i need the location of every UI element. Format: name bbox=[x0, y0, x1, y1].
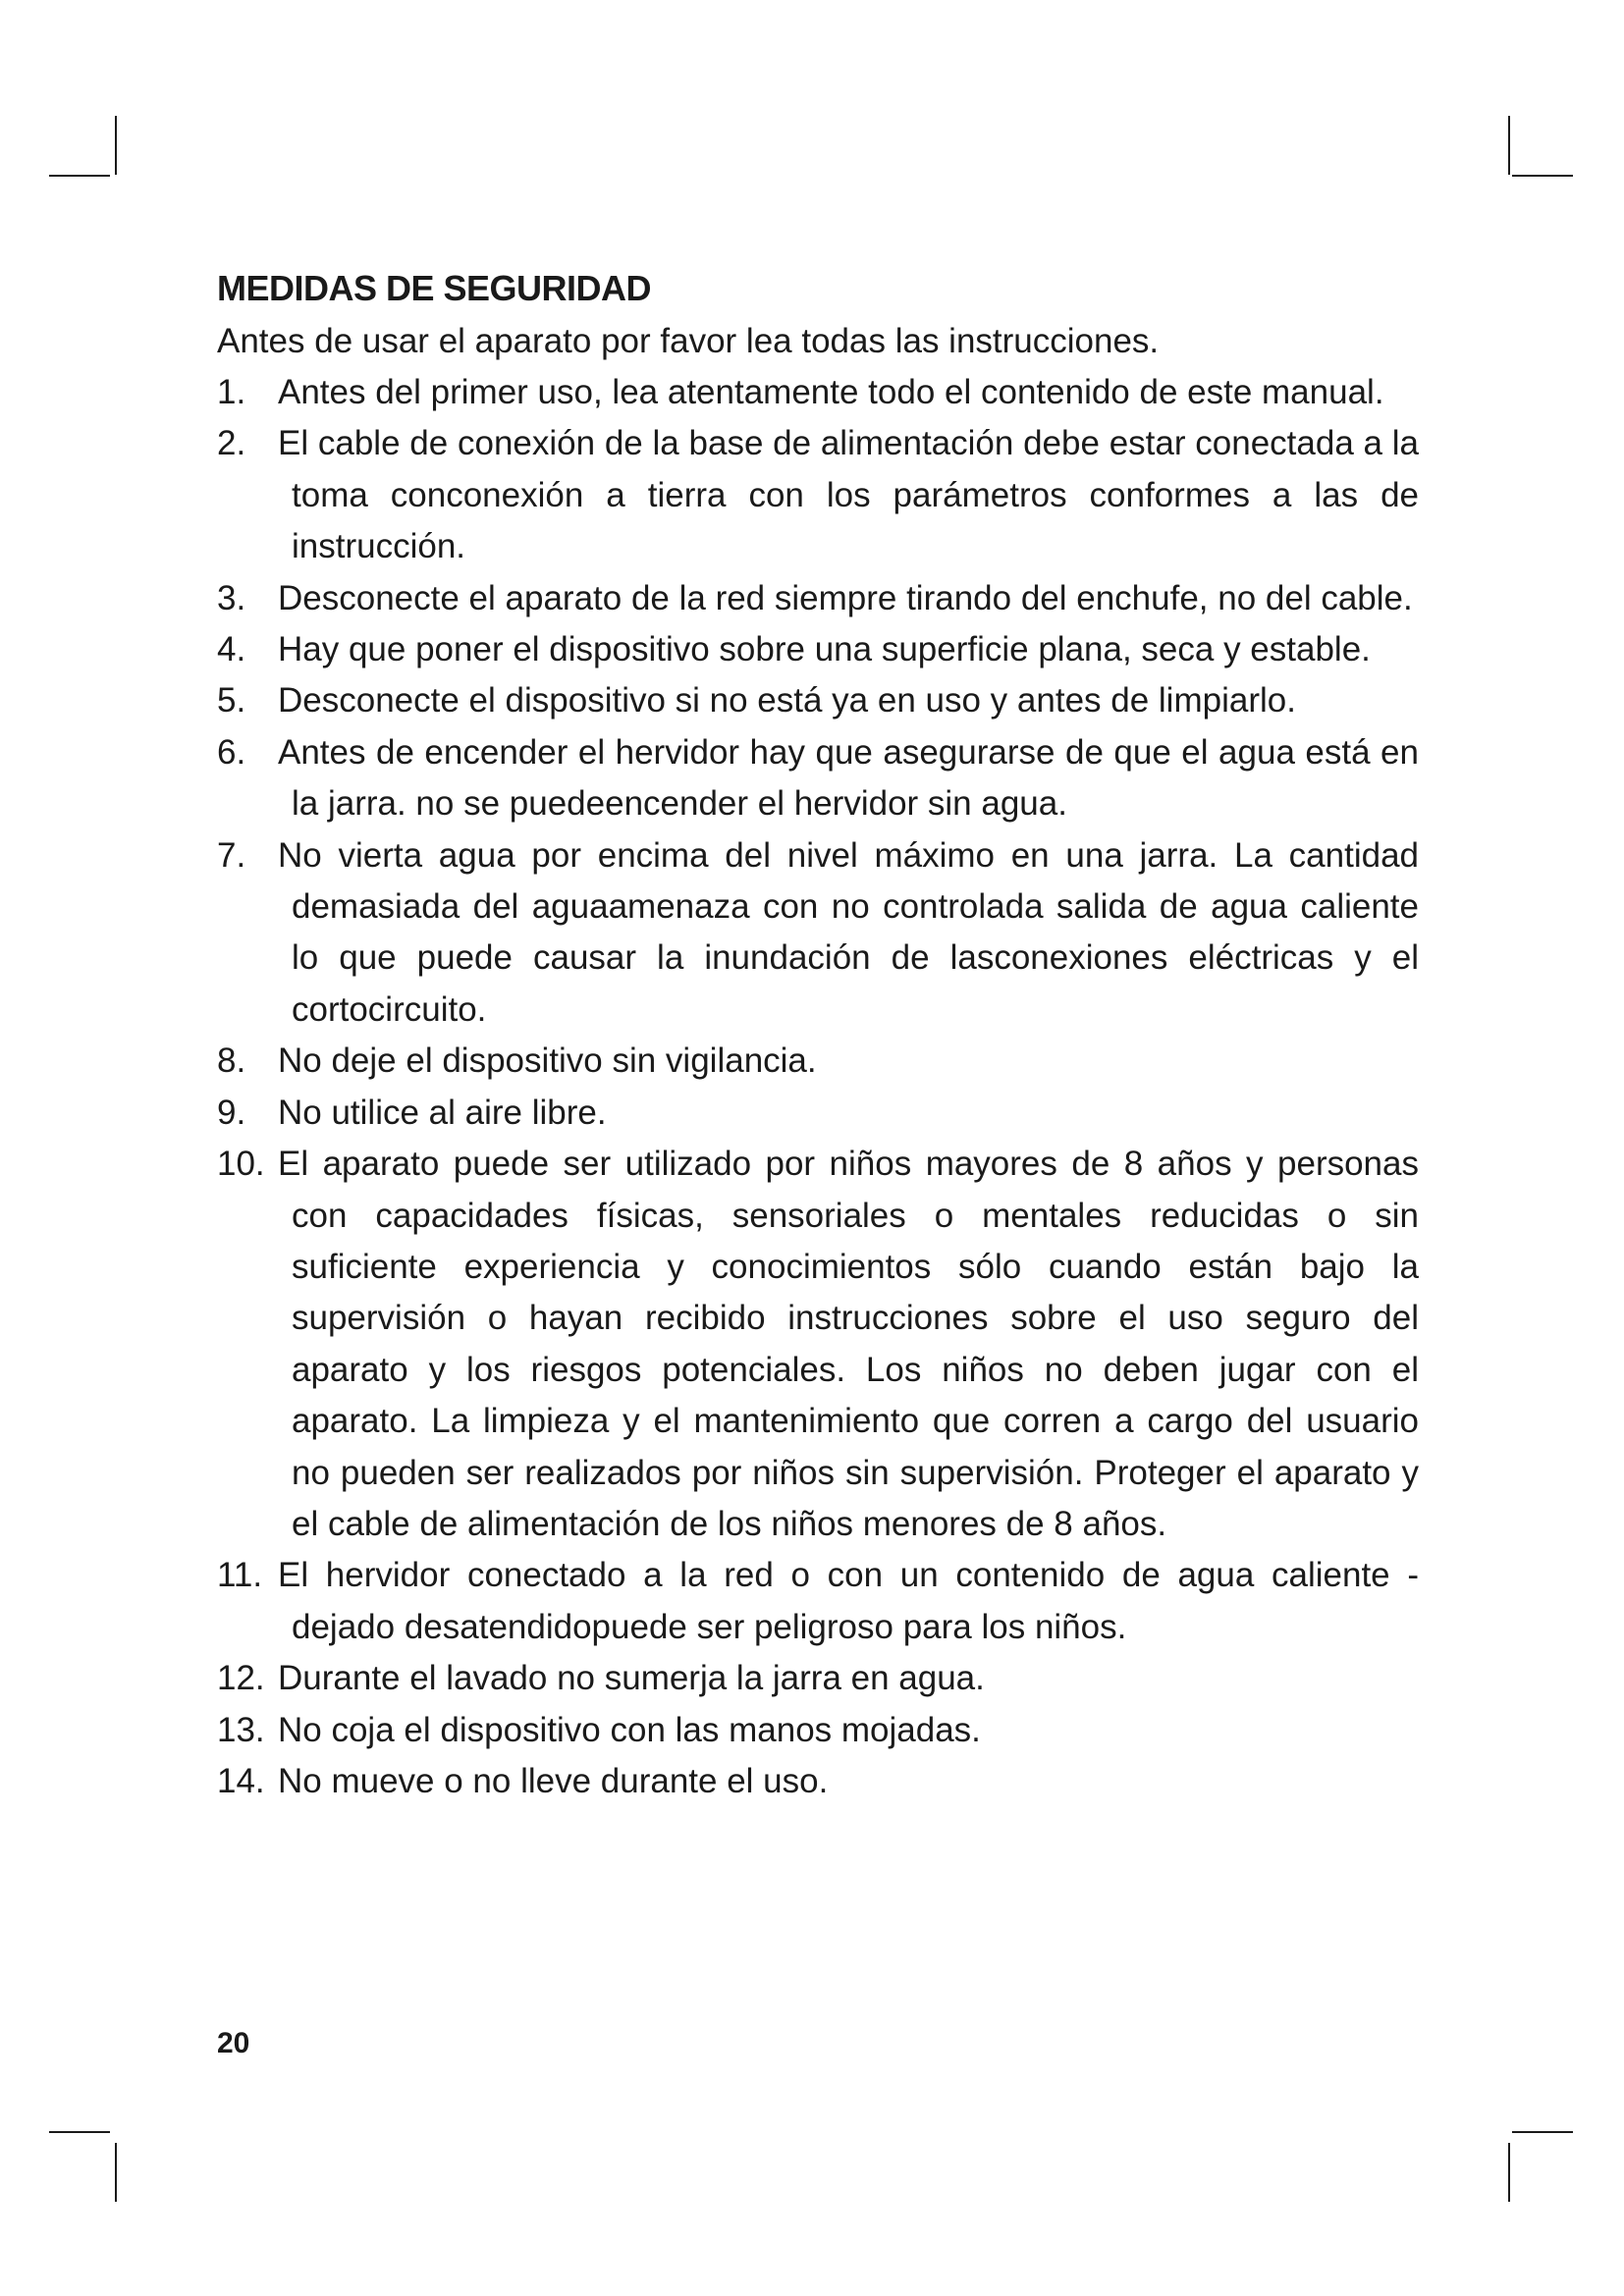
item-text: Antes del primer uso, lea atentamente todo el contenido de este manual. bbox=[278, 373, 1384, 411]
safety-section bbox=[217, 261, 1419, 1807]
item-text: No vierta agua por encima del nivel máximo en una jarra. La cantidad demasiada del aguaamenaza con no controlada salida de agua caliente lo que puede causar la inundación de lasconexiones eléctricas y el cortocircuito. bbox=[278, 835, 1419, 1029]
item-number: 7. bbox=[217, 835, 246, 875]
list-item bbox=[217, 1088, 1419, 1139]
crop-mark-bottom-left-vertical bbox=[115, 2143, 117, 2202]
list-item bbox=[217, 1705, 1419, 1756]
crop-mark-top-right-vertical bbox=[1508, 116, 1510, 175]
item-number: 13. bbox=[217, 1710, 265, 1749]
item-number: 11. bbox=[217, 1556, 263, 1595]
page-number: 20 bbox=[217, 2027, 250, 2059]
item-text: No deje el dispositivo sin vigilancia. bbox=[278, 1041, 817, 1081]
item-number: 10. bbox=[217, 1145, 265, 1184]
item-text: Desconecte el dispositivo si no está ya en uso y antes de limpiarlo. bbox=[278, 681, 1296, 721]
item-text: No coja el dispositivo con las manos mojadas. bbox=[278, 1710, 981, 1749]
item-text: Desconecte el aparato de la red siempre tirando del enchufe, no del cable. bbox=[278, 578, 1413, 617]
item-number: 8. bbox=[217, 1041, 246, 1081]
crop-mark-top-left-vertical bbox=[115, 116, 117, 175]
crop-mark-bottom-right-horizontal bbox=[1512, 2131, 1573, 2133]
crop-mark-bottom-left-horizontal bbox=[49, 2131, 110, 2133]
list-item bbox=[217, 367, 1419, 418]
item-text: El hervidor conectado a la red o con un contenido de agua caliente - dejado desatendidopuede ser peligroso para los niños. bbox=[278, 1556, 1419, 1646]
list-item bbox=[217, 624, 1419, 675]
section-intro: Antes de usar el aparato por favor lea todas las instrucciones. bbox=[217, 322, 1160, 360]
item-number: 9. bbox=[217, 1093, 246, 1132]
list-item bbox=[217, 1653, 1419, 1704]
crop-mark-bottom-right-vertical bbox=[1508, 2143, 1510, 2202]
crop-mark-top-left-horizontal bbox=[49, 175, 110, 177]
list-item bbox=[217, 1036, 1419, 1087]
item-number: 12. bbox=[217, 1659, 265, 1698]
list-item bbox=[217, 1139, 1419, 1550]
item-text: Hay que poner el dispositivo sobre una superficie plana, seca y estable. bbox=[278, 630, 1371, 669]
item-text: El cable de conexión de la base de alimentación debe estar conectada a la toma conconexión a tierra con los parámetros conformes a las de instrucción. bbox=[278, 424, 1419, 566]
item-text: Antes de encender el hervidor hay que asegurarse de que el agua está en la jarra. no se puedeencender el hervidor sin agua. bbox=[278, 732, 1419, 824]
item-number: 6. bbox=[217, 732, 246, 772]
item-number: 2. bbox=[217, 424, 246, 463]
item-number: 1. bbox=[217, 373, 246, 411]
list-item bbox=[217, 830, 1419, 1037]
item-text: El aparato puede ser utilizado por niños mayores de 8 años y personas con capacidades físicas, sensoriales o mentales reducidas o sin suficiente experiencia y conocimientos sólo cuando están bajo la supervisión o hayan recibido instrucciones sobre el uso seguro del aparato y los riesgos potenciales. Los niños no deben jugar con el aparato. La limpieza y el mantenimiento que corren a cargo del usuario no pueden ser realizados por niños sin supervisión. Proteger el aparato y el cable de alimentación de los niños menores de 8 años. bbox=[278, 1145, 1419, 1543]
item-number: 5. bbox=[217, 681, 246, 721]
crop-mark-top-right-horizontal bbox=[1512, 175, 1573, 177]
safety-list bbox=[217, 367, 1419, 1807]
list-item bbox=[217, 727, 1419, 830]
item-number: 3. bbox=[217, 578, 246, 617]
list-item bbox=[217, 1550, 1419, 1653]
list-item bbox=[217, 1756, 1419, 1807]
item-text: No utilice al aire libre. bbox=[278, 1093, 607, 1132]
list-item bbox=[217, 675, 1419, 726]
item-text: Durante el lavado no sumerja la jarra en agua. bbox=[278, 1659, 985, 1698]
item-number: 14. bbox=[217, 1761, 265, 1800]
list-item bbox=[217, 573, 1419, 624]
section-heading: MEDIDAS DE SEGURIDAD bbox=[217, 268, 652, 308]
item-number: 4. bbox=[217, 630, 246, 669]
list-item bbox=[217, 418, 1419, 572]
item-text: No mueve o no lleve durante el uso. bbox=[278, 1761, 829, 1800]
